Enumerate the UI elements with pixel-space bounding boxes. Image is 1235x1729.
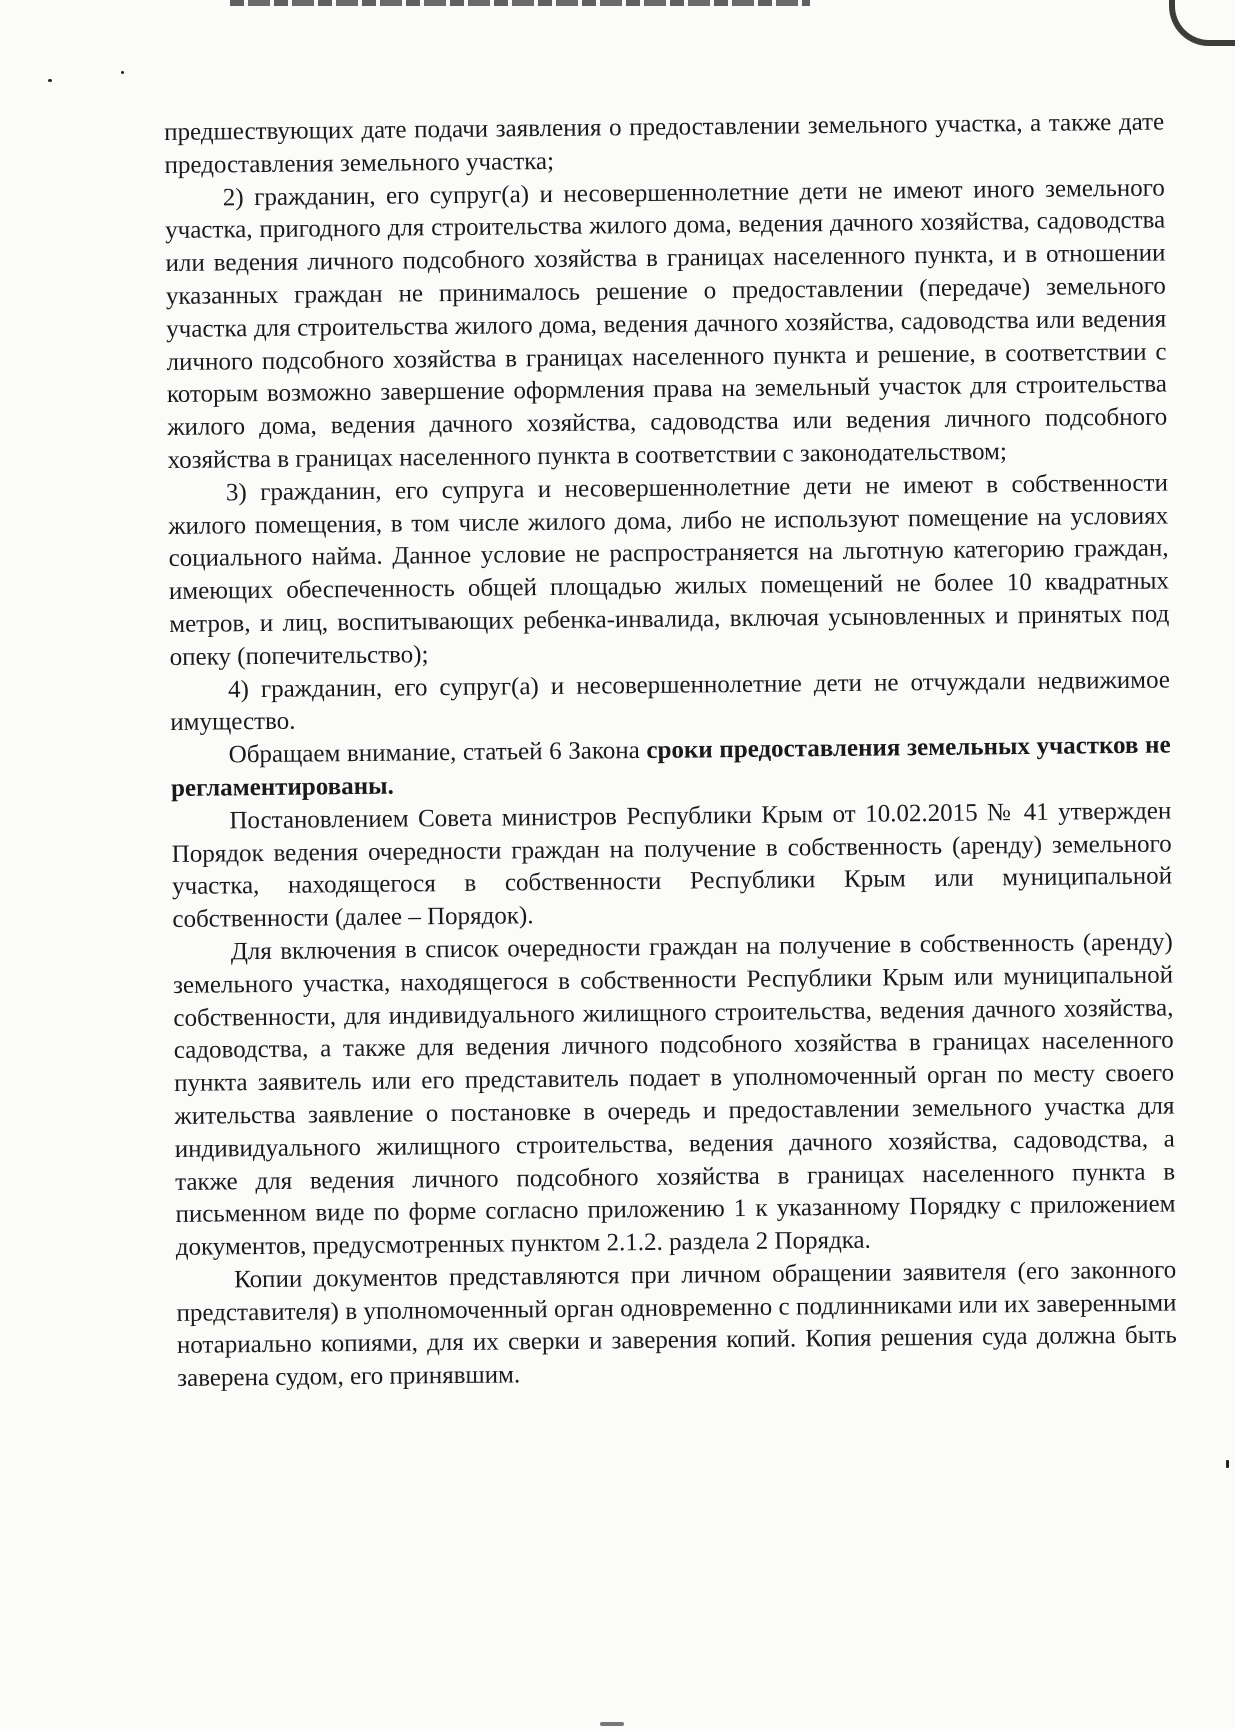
paragraph-inclusion: Для включения в список очередности граждан на получение в собственность (аренду) земельного участка, находящегося в собственности Республики Крым или муниципальной собственности, для индивидуального жилищного строительства, ведения дачного хозяйства, садоводства, а также для ведения личного подсобного хозяйства в границах населенного пункта заявитель или его представитель подает в уполномоченный орган по месту своего жительства заявление о постановке в очередь и предоставлении земельного участка для индивидуального жилищного строительства, ведения дачного хозяйства, садоводства, а также для ведения личного подсобного хозяйства в границах населенного пункта в письменном виде по форме согласно приложению 1 к указанному Порядку с приложением документов, предусмотренных пунктом 2.1.2. раздела 2 Порядка. <box>172 928 1176 1262</box>
notice-bold: сроки предоставления земельных участков не регламентированы. <box>170 731 1171 802</box>
paragraph-resolution: Постановлением Совета министров Республики Крым от 10.02.2015 № 41 утвержден Порядок ведения очередности граждан на получение в собственность (аренду) земельного участка, находящегося в собственности Республики Крым или муниципальной собственности (далее – Порядок). <box>171 797 1173 934</box>
paragraph-condition-4: 4) гражданин, его супруг(а) и несовершеннолетние дети не отчуждали недвижимое имущество. <box>170 666 1171 737</box>
scan-artifact-top <box>230 0 810 6</box>
scan-speck <box>1226 1460 1229 1468</box>
paragraph-copies: Копии документов представляются при личном обращении заявителя (его законного представителя) в уполномоченный орган одновременно с подлинниками или их заверенными нотариально копиями, для их сверки и заверения копий. Копия решения суда должна быть заверена судом, его принявшим. <box>176 1256 1177 1393</box>
scan-speck <box>48 79 52 82</box>
notice-lead: Обращаем внимание, статьей 6 Закона <box>228 737 647 769</box>
paragraph-condition-3: 3) гражданин, его супруга и несовершеннолетние дети не имеют в собственности жилого помещения, в том числе жилого дома, либо не используют помещение на условиях социального найма. Данное условие не распространяется на льготную категорию граждан, имеющих обеспеченность общей площадью жилых помещений не более 10 квадратных метров, и лиц, воспитывающих ребенка-инвалида, включая усыновленных и принятых под опеку (попечительство); <box>168 469 1170 671</box>
paragraph-condition-2: 2) гражданин, его супруг(а) и несовершеннолетние дети не имеют иного земельного участка, пригодного для строительства жилого дома, ведения дачного хозяйства, садоводства или ведения личного подсобного хозяйства в границах населенного пункта, и в отношении указанных граждан не принималось решение о предоставлении (передаче) земельного участка для строительства жилого дома, ведения дачного хозяйства, садоводства или ведения личного подсобного хозяйства в границах населенного пункта и решение, в соответствии с которым возможно завершение оформления права на земельный участок для строительства жилого дома, ведения дачного хозяйства, садоводства или ведения личного подсобного хозяйства в границах населенного пункта в соответствии с законодательством; <box>165 174 1168 474</box>
paragraph-notice <box>171 730 1172 806</box>
document-body <box>164 107 1177 1396</box>
scan-speck <box>600 1722 624 1726</box>
paragraph-continuation: предшествующих дате подачи заявления о предоставлении земельного участка, а также дате предоставления земельного участка; <box>164 108 1165 179</box>
scan-speck <box>121 71 124 74</box>
scan-artifact-corner <box>1169 0 1235 46</box>
